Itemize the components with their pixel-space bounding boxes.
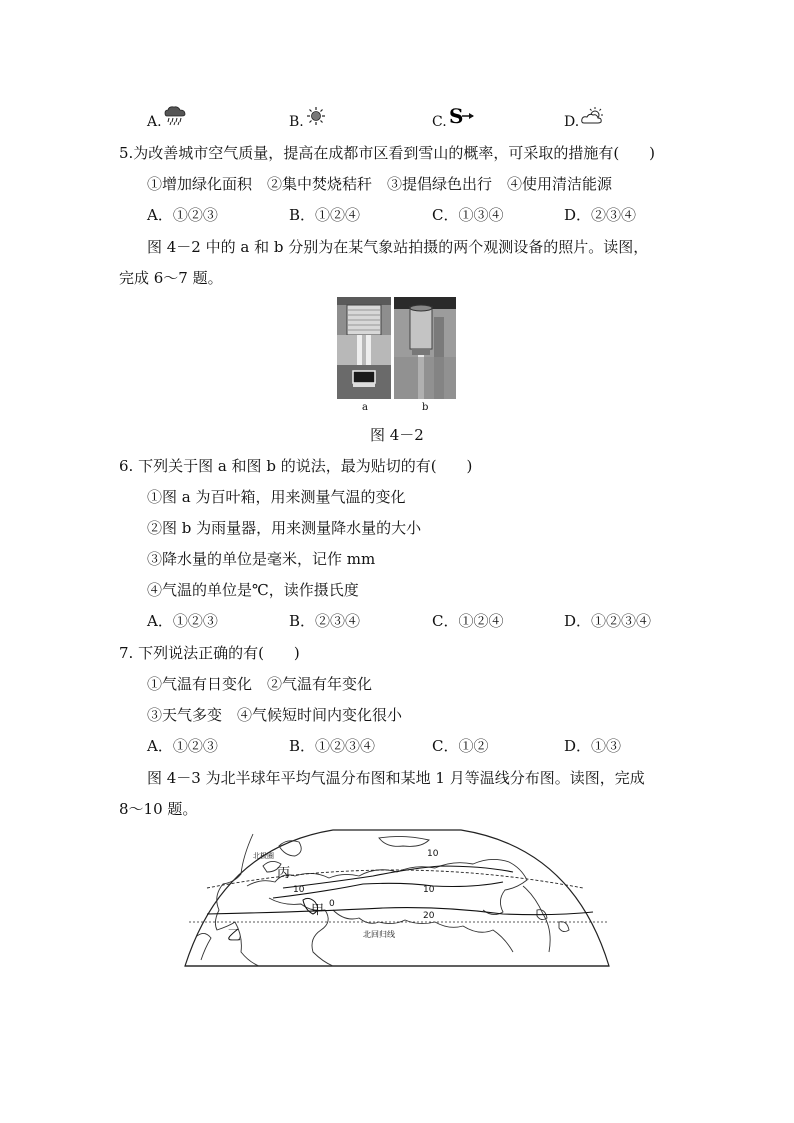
intro-8-10-line1: 图 4－3 为北半球年平均气温分布图和某地 1 月等温线分布图。读图，完成	[147, 769, 645, 787]
map-label-yi: 乙	[227, 928, 241, 944]
wind-s-icon	[449, 106, 475, 130]
map-label-jia: 甲	[311, 903, 325, 918]
isotherm-10-label-c: 10	[427, 849, 439, 859]
q6-item-2: ②图 b 为雨量器，用来测量降水量的大小	[147, 519, 422, 537]
q7-item-2: ③天气多变 ④气候短时间内变化很小	[147, 706, 403, 724]
q6-stem: 6. 下列关于图 a 和图 b 的说法，最为贴切的有( )	[119, 457, 473, 475]
q5-option-c: C．①③④	[432, 206, 504, 224]
q6-item-3: ③降水量的单位是毫米，记作 mm	[147, 550, 376, 568]
q7-option-a: A．①②③	[147, 737, 218, 755]
northern-hemisphere-isotherm-map	[183, 826, 611, 972]
option-label: A.	[147, 114, 162, 130]
partly-cloudy-icon	[581, 106, 605, 130]
rain-cloud-icon	[164, 106, 186, 130]
intro-6-7-line1: 图 4－2 中的 a 和 b 分别为在某气象站拍摄的两个观测设备的照片。读图，	[147, 238, 649, 256]
photo-thermometer-screen	[337, 297, 391, 403]
sun-icon	[306, 106, 326, 130]
q4-option-a	[147, 106, 186, 130]
q7-option-b: B．①②③④	[289, 737, 376, 755]
isotherm-20-label: 20	[423, 911, 435, 921]
q7-option-d: D．①③	[564, 737, 622, 755]
option-label: C.	[432, 114, 447, 130]
intro-6-7-line2: 完成 6～7 题。	[119, 269, 223, 287]
isotherm-10-label-a: 10	[293, 885, 305, 895]
q6-option-b: B．②③④	[289, 612, 361, 630]
q5-stem: 5.为改善城市空气质量，提高在成都市区看到雪山的概率，可采取的措施有( )	[119, 144, 656, 162]
q4-option-c	[432, 106, 475, 130]
figure-4-2-caption: 图 4－2	[370, 426, 424, 444]
q6-option-c: C．①②④	[432, 612, 504, 630]
photo-label-a: a	[362, 402, 368, 413]
q4-option-d	[564, 106, 605, 130]
map-label-arctic: 北极圈	[253, 852, 274, 860]
photo-label-b: b	[422, 402, 429, 413]
q5-option-d: D．②③④	[564, 206, 637, 224]
isotherm-0-label: 0	[329, 899, 335, 909]
option-label: B.	[289, 114, 304, 130]
q7-stem: 7. 下列说法正确的有( )	[119, 644, 300, 662]
q6-item-1: ①图 a 为百叶箱，用来测量气温的变化	[147, 488, 406, 506]
q7-option-c: C．①②	[432, 737, 489, 755]
q4-option-b	[289, 106, 326, 130]
q6-item-4: ④气温的单位是℃，读作摄氏度	[147, 581, 359, 599]
map-label-bing: 丙	[277, 866, 291, 881]
q6-option-a: A．①②③	[147, 612, 218, 630]
q7-item-1: ①气温有日变化 ②气温有年变化	[147, 675, 373, 693]
map-label-tropic: 北回归线	[363, 930, 395, 939]
q5-items: ①增加绿化面积 ②集中焚烧秸秆 ③提倡绿色出行 ④使用清洁能源	[147, 175, 613, 193]
q5-option-b: B．①②④	[289, 206, 361, 224]
svg-text:S: S	[448, 106, 464, 126]
intro-8-10-line2: 8～10 题。	[119, 800, 198, 818]
q6-option-d: D．①②③④	[564, 612, 652, 630]
q5-option-a: A．①②③	[147, 206, 218, 224]
isotherm-10-label-b: 10	[423, 885, 435, 895]
option-label: D.	[564, 114, 580, 130]
photo-rain-gauge	[394, 297, 456, 403]
